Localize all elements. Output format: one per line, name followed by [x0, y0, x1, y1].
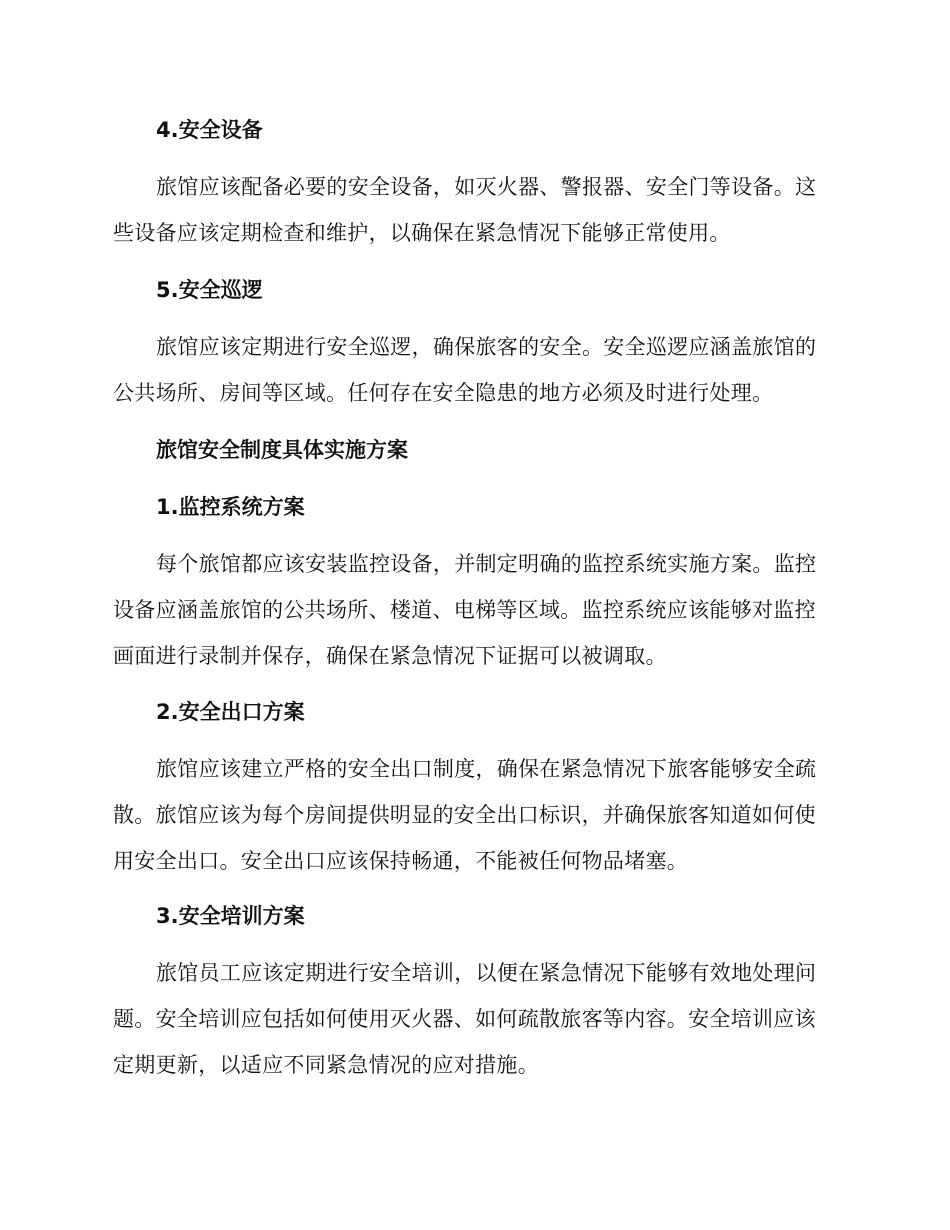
paragraph-line: 旅馆应该配备必要的安全设备，如灭火器、警报器、安全门等设备。这: [156, 175, 817, 199]
paragraph-safety-exit: [113, 746, 837, 884]
paragraph-line: 每个旅馆都应该安装监控设备，并制定明确的监控系统实施方案。监控: [156, 552, 817, 576]
paragraph-line: 设备应涵盖旅馆的公共场所、楼道、电梯等区域。监控系统应该能够对监控: [113, 598, 816, 622]
section-heading-implementation-plan: 旅馆安全制度具体实施方案: [156, 438, 408, 462]
paragraph-line: 旅馆应该定期进行安全巡逻，确保旅客的安全。安全巡逻应涵盖旅馆的: [156, 335, 817, 359]
paragraph-safety-equipment: [113, 164, 837, 256]
section-heading-safety-training: 3.安全培训方案: [156, 904, 305, 928]
paragraph-line: 些设备应该定期检查和维护，以确保在紧急情况下能够正常使用。: [113, 221, 731, 245]
section-heading-safety-patrol: 5.安全巡逻: [156, 278, 263, 302]
paragraph-line: 用安全出口。安全出口应该保持畅通，不能被任何物品堵塞。: [113, 849, 689, 873]
paragraph-safety-patrol: [113, 324, 837, 416]
paragraph-line: 题。安全培训应包括如何使用灭火器、如何疏散旅客等内容。安全培训应该: [113, 1007, 816, 1031]
paragraph-line: 旅馆员工应该定期进行安全培训，以便在紧急情况下能够有效地处理问: [156, 961, 817, 985]
section-heading-safety-equipment: 4.安全设备: [156, 118, 263, 142]
section-heading-safety-exit: 2.安全出口方案: [156, 700, 305, 724]
section-heading-monitoring-system: 1.监控系统方案: [156, 495, 305, 519]
paragraph-line: 画面进行录制并保存，确保在紧急情况下证据可以被调取。: [113, 644, 667, 668]
paragraph-line: 定期更新，以适应不同紧急情况的应对措施。: [113, 1053, 539, 1077]
paragraph-line: 旅馆应该建立严格的安全出口制度，确保在紧急情况下旅客能够安全疏: [156, 757, 817, 781]
paragraph-line: 公共场所、房间等区域。任何存在安全隐患的地方必须及时进行处理。: [113, 381, 774, 405]
paragraph-safety-training: [113, 950, 837, 1088]
paragraph-monitoring-system: [113, 541, 837, 679]
paragraph-line: 散。旅馆应该为每个房间提供明显的安全出口标识，并确保旅客知道如何使: [113, 803, 816, 827]
